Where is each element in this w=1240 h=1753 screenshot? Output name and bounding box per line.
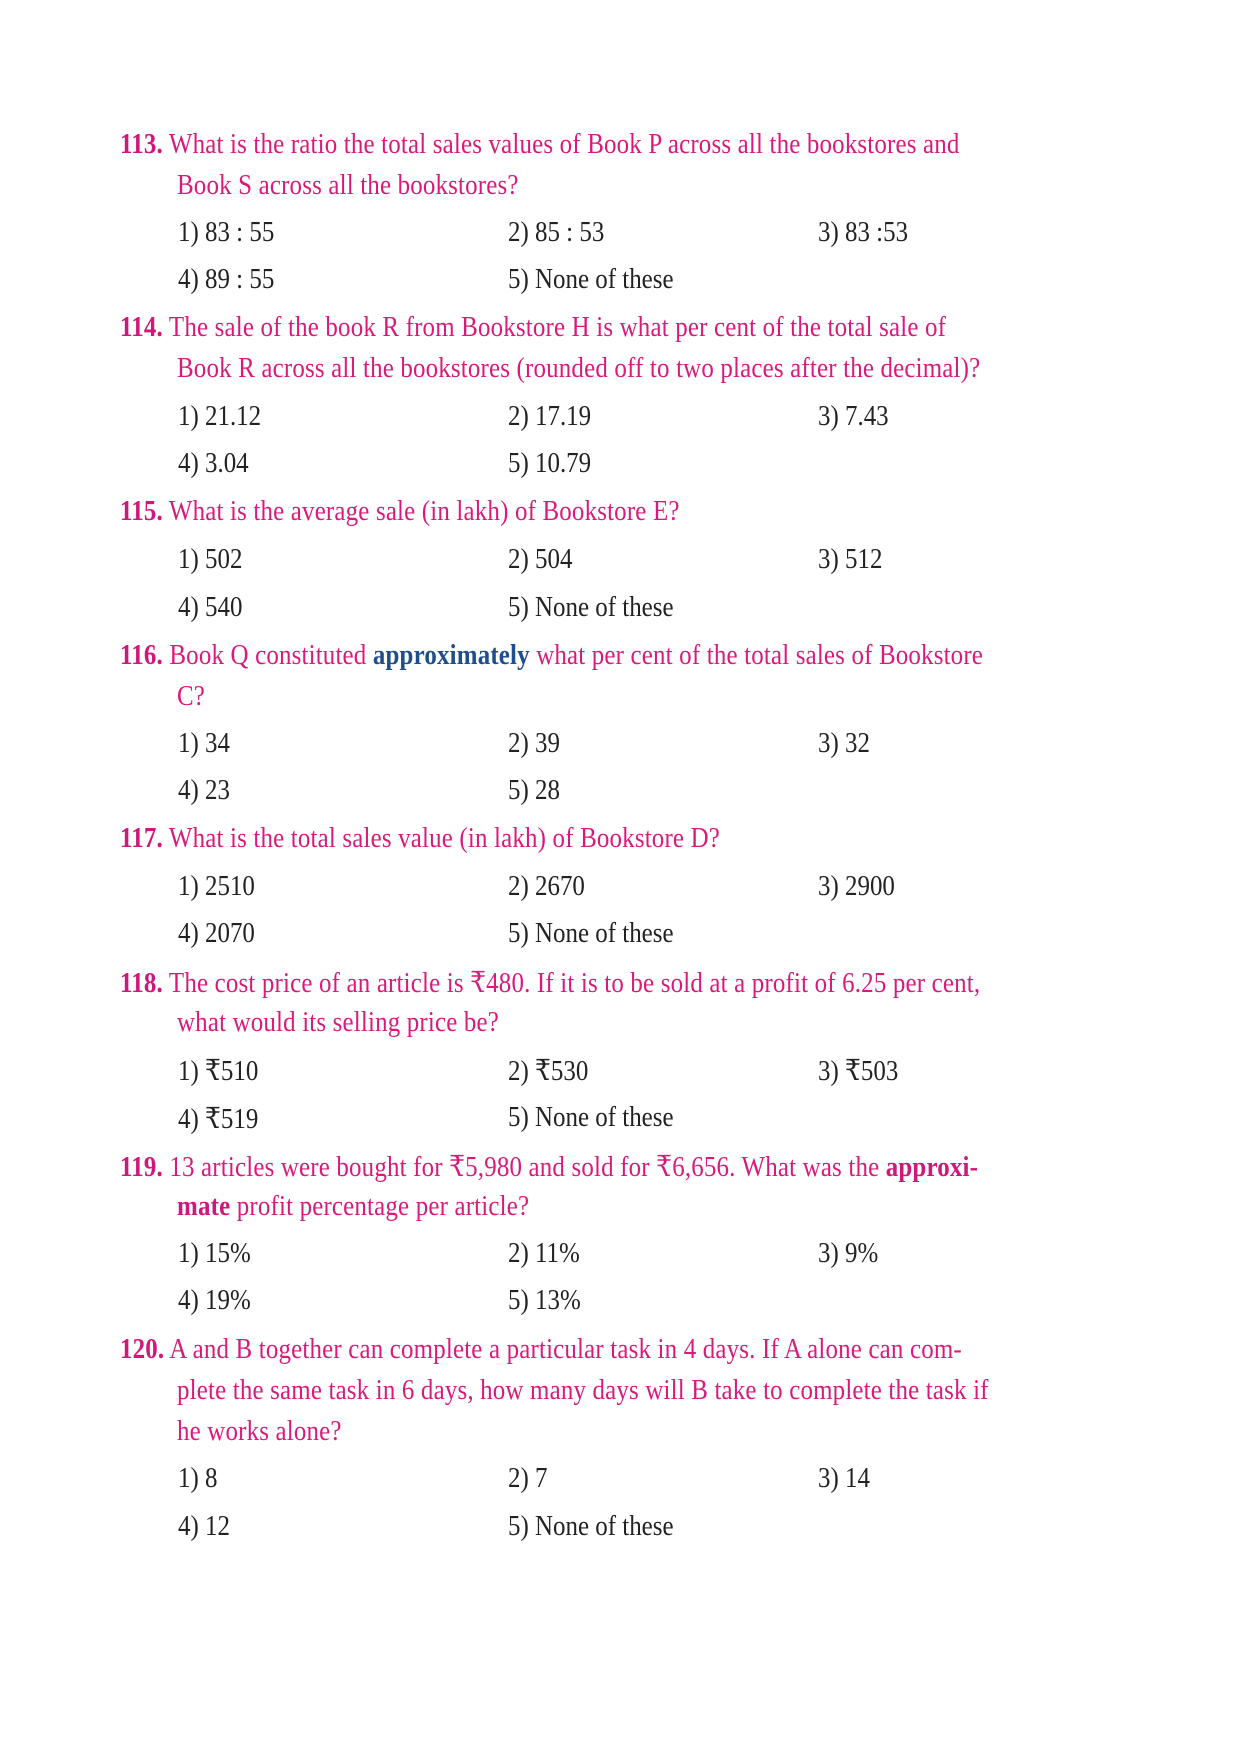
option[interactable]: 4) 12 bbox=[178, 1510, 230, 1542]
question-number: 120. bbox=[120, 1333, 165, 1365]
question-stem: 113. What is the ratio the total sales values of Book P across all the bookstores and bbox=[120, 128, 960, 160]
option[interactable]: 1) 21.12 bbox=[178, 400, 262, 432]
option[interactable]: 2) ₹530 bbox=[508, 1055, 589, 1087]
question-number: 115. bbox=[120, 495, 163, 527]
option[interactable]: 2) 85 : 53 bbox=[508, 216, 605, 248]
question-stem: 120. A and B together can complete a particular task in 4 days. If A alone can com- bbox=[120, 1333, 962, 1365]
question-stem-cont: C? bbox=[177, 680, 206, 712]
question-stem-cont: he works alone? bbox=[177, 1415, 342, 1447]
option[interactable]: 3) 2900 bbox=[818, 870, 895, 902]
question-number: 113. bbox=[120, 128, 163, 160]
option[interactable]: 5) None of these bbox=[508, 1510, 674, 1542]
question-number: 119. bbox=[120, 1151, 163, 1183]
option[interactable]: 4) ₹519 bbox=[178, 1103, 259, 1135]
option[interactable]: 3) 32 bbox=[818, 727, 870, 759]
option[interactable]: 5) None of these bbox=[508, 1101, 674, 1133]
option[interactable]: 2) 2670 bbox=[508, 870, 585, 902]
option[interactable]: 3) 9% bbox=[818, 1237, 879, 1269]
option[interactable]: 1) 15% bbox=[178, 1237, 251, 1269]
option[interactable]: 5) 13% bbox=[508, 1284, 581, 1316]
question-number: 117. bbox=[120, 822, 163, 854]
option[interactable]: 1) 2510 bbox=[178, 870, 255, 902]
question-number: 114. bbox=[120, 311, 163, 343]
option[interactable]: 5) 10.79 bbox=[508, 447, 592, 479]
option[interactable]: 3) 512 bbox=[818, 543, 883, 575]
option[interactable]: 1) 8 bbox=[178, 1462, 218, 1494]
question-stem: 117. What is the total sales value (in lakh) of Bookstore D? bbox=[120, 822, 720, 854]
option[interactable]: 1) 502 bbox=[178, 543, 243, 575]
option[interactable]: 4) 23 bbox=[178, 774, 230, 806]
option[interactable]: 3) 83 :53 bbox=[818, 216, 909, 248]
question-stem-cont: Book R across all the bookstores (rounded off to two places after the decimal)? bbox=[177, 352, 981, 384]
option[interactable]: 3) 14 bbox=[818, 1462, 870, 1494]
question-stem-cont: mate profit percentage per article? bbox=[177, 1190, 530, 1222]
option[interactable]: 3) ₹503 bbox=[818, 1055, 899, 1087]
question-number: 118. bbox=[120, 967, 163, 999]
option[interactable]: 5) None of these bbox=[508, 263, 674, 295]
option[interactable]: 2) 17.19 bbox=[508, 400, 592, 432]
question-stem-cont: what would its selling price be? bbox=[177, 1006, 500, 1038]
option[interactable]: 5) 28 bbox=[508, 774, 560, 806]
option[interactable]: 2) 11% bbox=[508, 1237, 580, 1269]
question-stem: 116. Book Q constituted approximately what per cent of the total sales of Bookstore bbox=[120, 639, 984, 671]
question-stem: 118. The cost price of an article is ₹480. If it is to be sold at a profit of 6.25 per cent, bbox=[120, 967, 981, 999]
emphasis-approximately: approximately bbox=[372, 639, 530, 671]
option[interactable]: 1) 34 bbox=[178, 727, 230, 759]
option[interactable]: 4) 19% bbox=[178, 1284, 251, 1316]
question-stem-cont: plete the same task in 6 days, how many days will B take to complete the task if bbox=[177, 1374, 989, 1406]
option[interactable]: 4) 89 : 55 bbox=[178, 263, 275, 295]
option[interactable]: 5) None of these bbox=[508, 591, 674, 623]
option[interactable]: 5) None of these bbox=[508, 917, 674, 949]
option[interactable]: 3) 7.43 bbox=[818, 400, 889, 432]
option[interactable]: 2) 39 bbox=[508, 727, 560, 759]
option[interactable]: 1) ₹510 bbox=[178, 1055, 259, 1087]
option[interactable]: 4) 3.04 bbox=[178, 447, 249, 479]
question-stem: 119. 13 articles were bought for ₹5,980 and sold for ₹6,656. What was the approxi- bbox=[120, 1151, 979, 1183]
option[interactable]: 2) 7 bbox=[508, 1462, 548, 1494]
option[interactable]: 1) 83 : 55 bbox=[178, 216, 275, 248]
question-stem-cont: Book S across all the bookstores? bbox=[177, 169, 519, 201]
question-stem: 114. The sale of the book R from Bookstore H is what per cent of the total sale of bbox=[120, 311, 947, 343]
option[interactable]: 2) 504 bbox=[508, 543, 573, 575]
emphasis-approximate: approxi- bbox=[885, 1151, 979, 1183]
option[interactable]: 4) 540 bbox=[178, 591, 243, 623]
question-stem: 115. What is the average sale (in lakh) of Bookstore E? bbox=[120, 495, 680, 527]
question-number: 116. bbox=[120, 639, 163, 671]
option[interactable]: 4) 2070 bbox=[178, 917, 255, 949]
